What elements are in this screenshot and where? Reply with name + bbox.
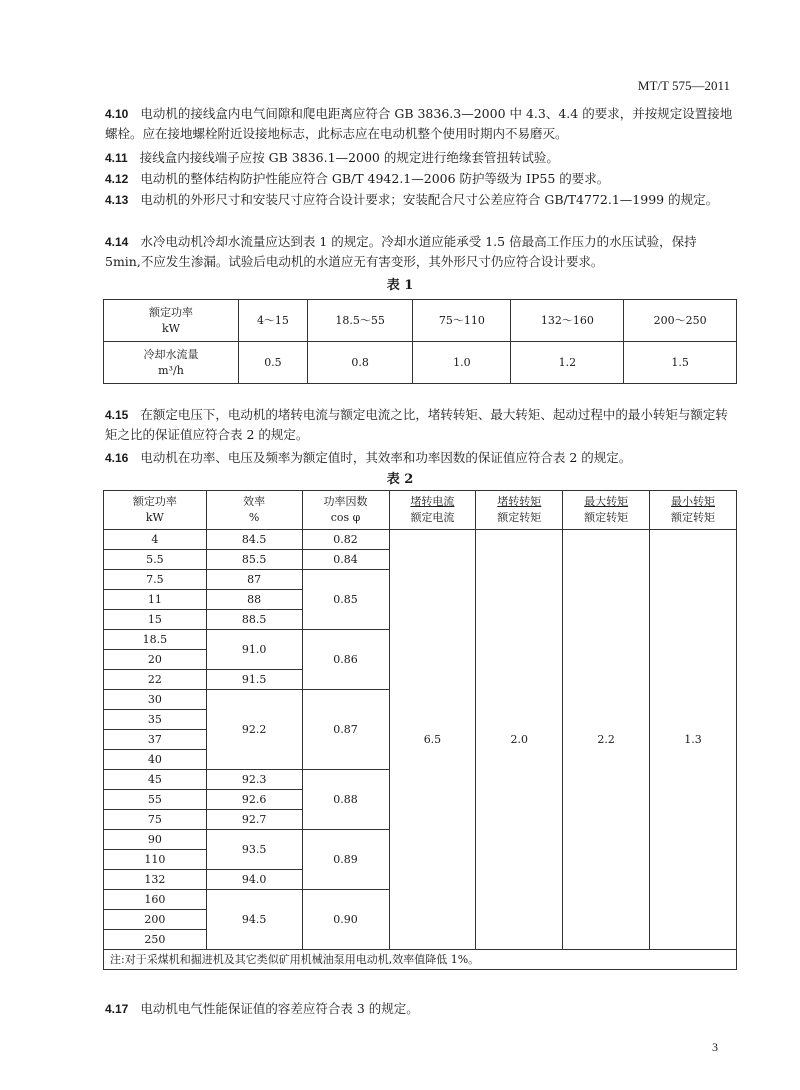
power-cell: 37 [104,730,207,750]
clause-text: 电动机的外形尺寸和安装尺寸应符合设计要求；安装配合尺寸公差应符合 GB/T4772.1—1999 的规定。 [140,192,719,207]
power-cell: 110 [104,850,207,870]
table-2-caption: 表 2 [386,472,414,487]
power-factor-cell: 0.84 [302,550,389,570]
efficiency-cell: 94.0 [206,870,302,890]
clause-number: 4.16 [105,451,129,465]
efficiency-cell: 91.5 [206,670,302,690]
clause-4-17 [105,999,735,1019]
table-cell: 4～15 [239,300,308,342]
table-1 [103,299,737,384]
efficiency-cell: 88.5 [206,610,302,630]
power-cell: 22 [104,670,207,690]
rated-power-header: 额定功率 kW [104,300,239,342]
header-min-torque-ratio: 最小转矩 额定转矩 [650,491,737,530]
power-factor-cell: 0.89 [302,830,389,890]
table-2 [103,490,737,970]
table-2-note: 注:对于采煤机和掘进机及其它类似矿用机械油泵用电动机,效率值降低 1%。 [104,950,737,970]
efficiency-cell: 92.3 [206,770,302,790]
efficiency-cell: 92.2 [206,690,302,770]
clause-number: 4.14 [105,235,129,249]
power-cell: 11 [104,590,207,610]
clause-number: 4.12 [105,172,129,186]
clause-number: 4.13 [105,193,129,207]
efficiency-cell: 87 [206,570,302,590]
table-cell: 1.5 [624,342,737,384]
table-1-caption: 表 1 [386,278,414,293]
header-locked-current-ratio: 堵转电流 额定电流 [389,491,476,530]
efficiency-cell: 92.6 [206,790,302,810]
clause-4-16 [105,448,735,468]
table-cell: 1.0 [413,342,511,384]
power-cell: 18.5 [104,630,207,650]
power-factor-cell: 0.87 [302,690,389,770]
clause-4-10 [105,104,735,144]
clause-text: 接线盒内接线端子应按 GB 3836.1—2000 的规定进行绝缘套管扭转试验。 [139,150,559,165]
power-factor-cell: 0.86 [302,630,389,690]
power-cell: 20 [104,650,207,670]
header-efficiency: 效率 % [206,491,302,530]
efficiency-cell: 88 [206,590,302,610]
table-cell: 0.8 [307,342,412,384]
header-max-torque-ratio: 最大转矩 额定转矩 [563,491,650,530]
clause-4-13 [105,190,735,210]
clause-4-15 [105,405,735,445]
efficiency-cell: 93.5 [206,830,302,870]
clause-text: 电动机的整体结构防护性能应符合 GB/T 4942.1—2006 防护等级为 IP55 的要求。 [140,171,610,186]
power-cell: 160 [104,890,207,910]
efficiency-cell: 94.5 [206,890,302,950]
locked-torque-ratio-cell: 2.0 [476,530,563,950]
header-rated-power: 额定功率 kW [104,491,207,530]
power-cell: 40 [104,750,207,770]
table-cell: 0.5 [239,342,308,384]
power-cell: 90 [104,830,207,850]
cooling-water-flow-header: 冷却水流量 m³/h [104,342,239,384]
table-cell: 200～250 [624,300,737,342]
locked-current-ratio-cell: 6.5 [389,530,476,950]
table-cell: 75～110 [413,300,511,342]
table-cell: 1.2 [511,342,624,384]
clause-text: 在额定电压下，电动机的堵转电流与额定电流之比，堵转转矩、最大转矩、起动过程中的最小转矩与额定转矩之比的保证值应符合表 2 的规定。 [105,407,728,442]
power-cell: 45 [104,770,207,790]
clause-number: 4.15 [105,408,129,422]
power-cell: 4 [104,530,207,550]
clause-number: 4.10 [105,107,129,121]
power-cell: 7.5 [104,570,207,590]
power-cell: 55 [104,790,207,810]
clause-number: 4.17 [105,1002,129,1016]
power-cell: 75 [104,810,207,830]
min-torque-ratio-cell: 1.3 [650,530,737,950]
page-number: 3 [712,1040,718,1054]
table-cell: 18.5～55 [307,300,412,342]
header-power-factor: 功率因数 cos φ [302,491,389,530]
power-cell: 5.5 [104,550,207,570]
clause-text: 水冷电动机冷却水流量应达到表 1 的规定。冷却水道应能承受 1.5 倍最高工作压力的水压试验，保持 5min,不应发生渗漏。试验后电动机的水道应无有害变形，其外形尺寸仍应符合设计要求。 [105,234,697,269]
power-factor-cell: 0.88 [302,770,389,830]
power-factor-cell: 0.85 [302,570,389,630]
efficiency-cell: 85.5 [206,550,302,570]
clause-text: 电动机在功率、电压及频率为额定值时，其效率和功率因数的保证值应符合表 2 的规定。 [140,450,632,465]
clause-4-12 [105,169,735,189]
power-cell: 30 [104,690,207,710]
power-cell: 200 [104,910,207,930]
power-cell: 15 [104,610,207,630]
efficiency-cell: 91.0 [206,630,302,670]
clause-4-14 [105,232,735,272]
power-factor-cell: 0.90 [302,890,389,950]
power-cell: 132 [104,870,207,890]
clause-text: 电动机电气性能保证值的容差应符合表 3 的规定。 [140,1001,419,1016]
header-locked-torque-ratio: 堵转转矩 额定转矩 [476,491,563,530]
efficiency-cell: 92.7 [206,810,302,830]
power-factor-cell: 0.82 [302,530,389,550]
table-cell: 132～160 [511,300,624,342]
standard-code: MT/T 575—2011 [637,78,730,93]
max-torque-ratio-cell: 2.2 [563,530,650,950]
clause-number: 4.11 [105,151,128,165]
efficiency-cell: 84.5 [206,530,302,550]
clause-4-11 [105,148,735,168]
power-cell: 250 [104,930,207,950]
clause-text: 电动机的接线盒内电气间隙和爬电距离应符合 GB 3836.3—2000 中 4.3、4.4 的要求，并按规定设置接地螺栓。应在接地螺栓附近设接地标志，此标志应在电动机整个使用时期内不易磨灭。 [105,106,733,141]
power-cell: 35 [104,710,207,730]
